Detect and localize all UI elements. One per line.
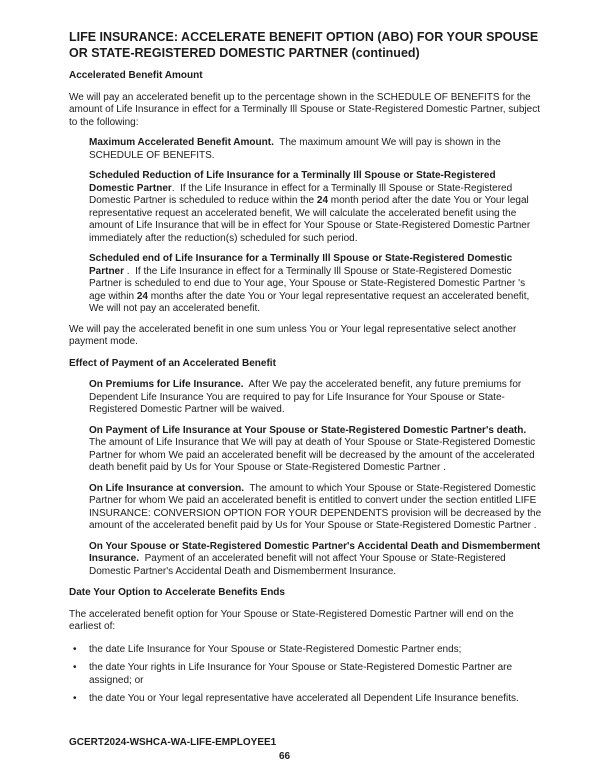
run-in-heading-on-conversion: On Life Insurance at conversion. (89, 482, 245, 494)
paragraph-text: months after the date You or Your legal representative request an accelerated benefit, We will not pay an accelerated benefit. (89, 290, 533, 314)
list-item: • the date Your rights in Life Insurance for Your Spouse or State-Registered Domestic Partner are assigned; or (69, 662, 542, 687)
paragraph-scheduled-end (89, 253, 542, 316)
page-title-line-1: LIFE INSURANCE: ACCELERATE BENEFIT OPTION (ABO) FOR YOUR SPOUSE (69, 30, 539, 44)
paragraph-benefit-amount-intro: We will pay an accelerated benefit up to the percentage shown in the SCHEDULE OF BENEFITS for the amount of Life Insurance in effect for a Terminally Ill Spouse or State-Registered Domestic Partner, subject to the following: (69, 91, 543, 128)
run-in-heading-on-payment-at-death: On Payment of Life Insurance at Your Spouse or State-Registered Domestic Partner's death. (89, 424, 527, 436)
paragraph-on-premiums (89, 379, 542, 417)
page-title (69, 29, 542, 61)
section-heading-effect-of-payment: Effect of Payment of an Accelerated Benefit (69, 357, 276, 369)
indented-provisions-effect-of-payment (89, 379, 542, 578)
list-item: • the date You or Your legal representative have accelerated all Dependent Life Insurance benefits. (69, 693, 542, 706)
bullet-list-option-ends (69, 644, 542, 706)
section-heading-option-ends: Date Your Option to Accelerate Benefits Ends (69, 587, 285, 598)
page-footer (69, 737, 542, 763)
list-item: • the date Life Insurance for Your Spouse or State-Registered Domestic Partner ends; (69, 644, 542, 657)
section-heading-accelerated-benefit-amount: Accelerated Benefit Amount (69, 70, 203, 81)
page-title-line-2: OR STATE-REGISTERED DOMESTIC PARTNER (continued) (69, 46, 420, 60)
footer-form-code: GCERT2024-WSHCA-WA-LIFE-EMPLOYEE1 (69, 737, 277, 748)
run-in-heading-scheduled-end: Scheduled end of Life Insurance for a Terminally Ill Spouse or State-Registered Domestic Partner (89, 253, 516, 277)
paragraph-text: Payment of an accelerated benefit will not affect Your Spouse or State-Registered Domestic Partner's Accidental Death and Dismemberment Insurance. (89, 553, 509, 577)
paragraph-text: The maximum amount We will pay is shown in the SCHEDULE OF BENEFITS. (89, 137, 504, 161)
paragraph-payment-mode: We will pay the accelerated benefit in one sum unless You or Your legal representative select another payment mode. (69, 323, 520, 347)
paragraph-text: . If the Life Insurance in effect for a Terminally Ill Spouse or State-Registered Domestic Partner is scheduled to reduce within the (89, 182, 515, 206)
footer-page-number: 66 (278, 750, 291, 762)
paragraph-text: The amount to which Your Spouse or State-Registered Domestic Partner for whom We paid an accelerated benefit is entitled to convert under the section entitled LIFE INSURANCE: CONVERSION OPTION FOR YOUR DEPENDENTS provision will be decreased by the amount of the accelerated benefit paid by Us for Your Spouse or State-Registered Domestic Partner . (89, 482, 544, 531)
month-period-value: 24 (316, 195, 329, 206)
run-in-heading-scheduled-reduction: Scheduled Reduction of Life Insurance for a Terminally Ill Spouse or State-Registered Domestic Partner (89, 170, 499, 194)
paragraph-scheduled-reduction (89, 170, 542, 245)
paragraph-maximum-accelerated-benefit (89, 137, 542, 162)
paragraph-on-add-insurance (89, 541, 542, 579)
run-in-heading-on-premiums: On Premiums for Life Insurance. (89, 379, 244, 390)
paragraph-text: After We pay the accelerated benefit, any future premiums for Dependent Life Insurance You are required to pay for Life Insurance for Your Spouse or State-Registered Domestic Partner will be waived. (89, 379, 524, 415)
paragraph-option-ends-intro: The accelerated benefit option for Your Spouse or State-Registered Domestic Partner will end on the earliest of: (69, 608, 517, 632)
paragraph-text: The amount of Life Insurance that We will pay at death of Your Spouse or State-Registered Domestic Partner for whom We paid an accelerated benefit will be decreased by the amount of the accelerated death benefit paid by Us for Your Spouse or State-Registered Domestic Partner . (89, 424, 538, 473)
paragraph-on-payment-at-death (89, 425, 542, 475)
paragraph-on-conversion (89, 483, 542, 533)
month-period-value: 24 (136, 290, 148, 302)
run-in-heading-maximum: Maximum Accelerated Benefit Amount. (89, 137, 274, 148)
run-in-heading-on-add-insurance: On Your Spouse or State-Registered Domestic Partner's Accidental Death and Dismemberment Insurance. (89, 540, 543, 564)
indented-provisions-benefit-amount (89, 137, 542, 316)
paragraph-text: . If the Life Insurance in effect for a Terminally Ill Spouse or State-Registered Domestic Partner is scheduled to end due to Your age, Your Spouse or State-Registered Domestic Partner 's age within (89, 265, 528, 302)
paragraph-text: month period after the date You or Your legal representative request an accelerated benefit, We will calculate the accelerated benefit using the amount of Life Insurance that will be in effect for Your Spouse or State-Registered Domestic Partner immediately after the reduction(s) scheduled for such period. (89, 195, 533, 244)
